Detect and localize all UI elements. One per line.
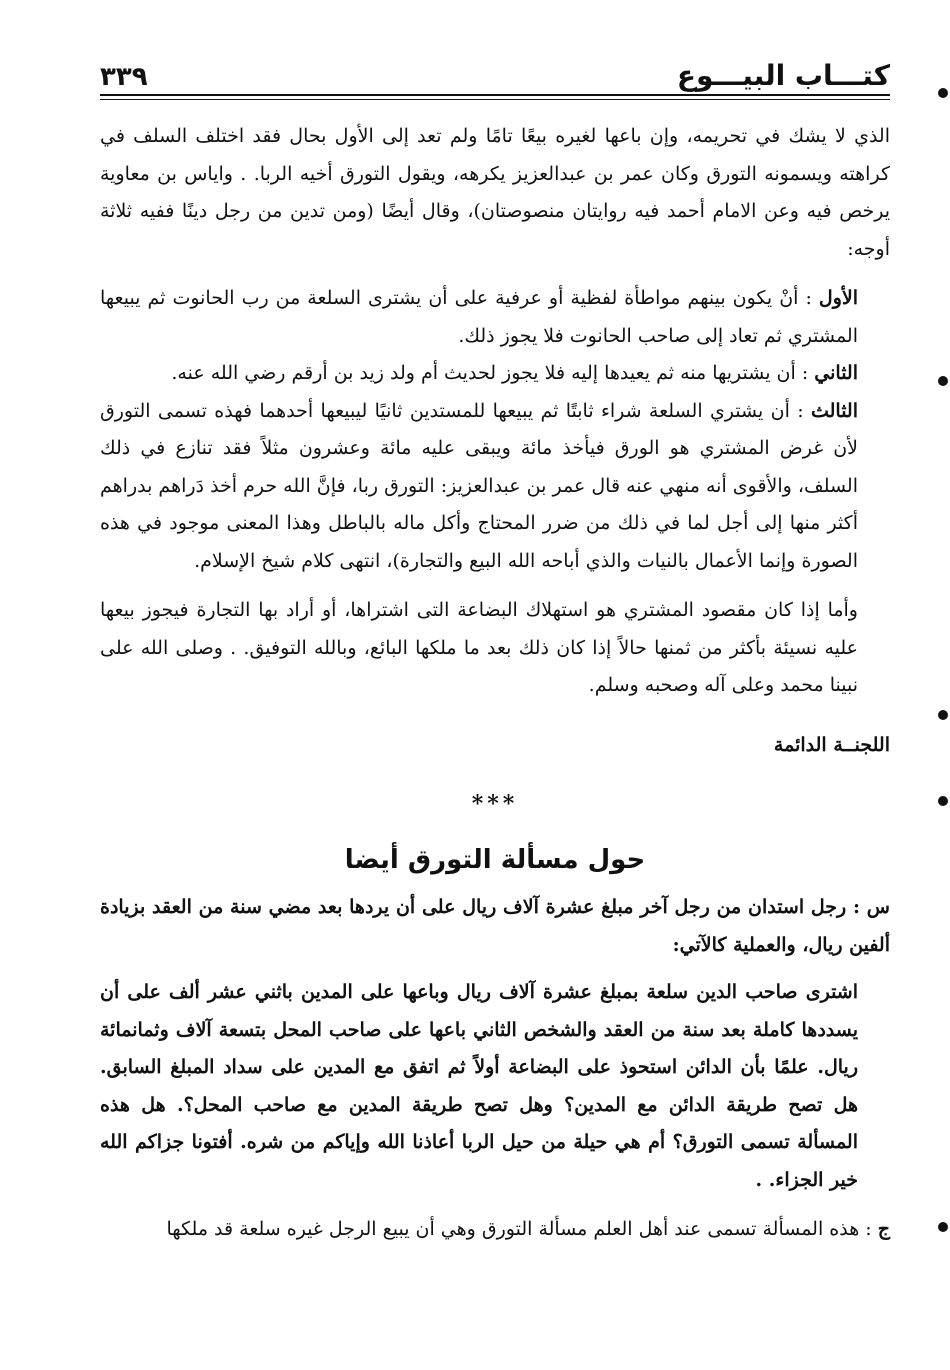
margin-mark [938,1222,948,1232]
paragraph-text: : أن يشتري السلعة شراء ثابتًا ثم يبيعها للمستدين ثانيًا ليبيعها أحدهما فهذه تسمى التورق لأن غرض المشتري هو الورق فيأخذ مائة ويبقى عليه مائة وعشرون مثلاً فقد تنازع في ذلك السلف، والأقوى أنه منهي عنه قال عمر بن عبدالعزيز: التورق ربا، فإنَّ الله حرم أخذ دَراهم بدراهم أكثر منها إلى أجل لما في ذلك من ضرر المحتاج وأكل ماله بالباطل وهذا المعنى موجود في هذه الصورة وإنما الأعمال بالنيات والذي أباحه الله البيع والتجارة)، انتهى كلام شيخ الإسلام. [100,399,858,572]
paragraph-second-aspect [100,355,890,393]
margin-mark [938,710,948,720]
running-header [100,40,890,92]
answer-lead: ج [877,1218,890,1240]
margin-mark [938,88,948,98]
header-rule-thin [100,99,890,100]
question-text: : رجل استدان من رجل آخر مبلغ عشرة آلاف ريال على أن يردها بعد مضي سنة من العقد بزيادة ألفين ريال، والعملية كالآتي: [100,896,890,956]
question [100,889,890,964]
paragraph-text: : أنْ يكون بينهم مواطأة لفظية أو عرفية على أن يشترى السلعة من رب الحانوت ثم يبيعها المشتري ثم تعاد إلى صاحب الحانوت فلا يجوز ذلك. [100,287,858,347]
document-page [100,40,890,1249]
margin-mark [938,796,948,806]
section-heading: حول مسألة التورق أيضا [344,844,646,875]
page-number: ٣٣٩ [100,62,148,92]
paragraph-text: : أن يشتريها منه ثم يعيدها إليه فلا يجوز لحديث أم ولد زيد بن أرقم رضي الله عنه. [171,362,809,384]
paragraph-lead: الثالث [810,399,858,422]
question-lead: س [866,896,890,918]
paragraph-third-aspect [100,393,890,581]
paragraph-first-aspect [100,280,890,355]
paragraph: وأما إذا كان مقصود المشتري هو استهلاك البضاعة التى اشتراها، أو أراد بها التجارة فيجوز بيعها عليه نسيئة بأكثر من ثمنها حالاً إذا كان ذلك بعد ما ملكها البائع، وبالله التوفيق. . وصلى الله على نبينا محمد وعلى آله وصحبه وسلم. [100,599,858,696]
answer-text: : هذه المسألة تسمى عند أهل العلم مسألة التورق وهي أن يبيع الرجل غيره سلعة قد ملكها [166,1218,872,1240]
paragraph-lead: الأول [818,287,858,309]
paragraph: الذي لا يشك في تحريمه، وإن باعها لغيره بيعًا تامًا ولم تعد إلى الأول بحال فقد اختلف السلف في كراهته ويسمونه التورق وكان عمر بن عبدالعزيز يكرهه، ويقول التورق أخيه الربا. . واياس بن معاوية يرخص فيه وعن الامام أحمد فيه روايتان منصوصتان)، وقال أيضًا (ومن تدين من رجل دينًا ففيه ثلاثة أوجه: [100,125,890,260]
answer [100,1211,890,1249]
section-separator: *** [471,791,519,817]
chapter-title: كتـــاب البيـــوع [676,59,890,92]
signature: اللجنــة الدائمة [773,733,890,756]
paragraph-lead: الثاني [814,362,858,384]
margin-mark [938,376,948,386]
header-rule [100,94,890,96]
body-text [100,118,890,1249]
question-detail: اشترى صاحب الدين سلعة بمبلغ عشرة آلاف ريال وباعها على المدين باثني عشر ألف على أن يسددها كاملة بعد سنة من العقد والشخص الثاني باعها على صاحب المحل بتسعة آلاف وثمانمائة ريال. علمًا بأن الدائن استحوذ على البضاعة أولاً ثم اتفق مع المدين على سداد المبلغ السابق. هل تصح طريقة الدائن مع المدين؟ وهل تصح طريقة المدين مع صاحب المحل؟. هل هذه المسألة تسمى التورق؟ أم هي حيلة من حيل الربا أعاذنا الله وإياكم من شره. أفتونا جزاكم الله خير الجزاء. . [100,981,858,1191]
